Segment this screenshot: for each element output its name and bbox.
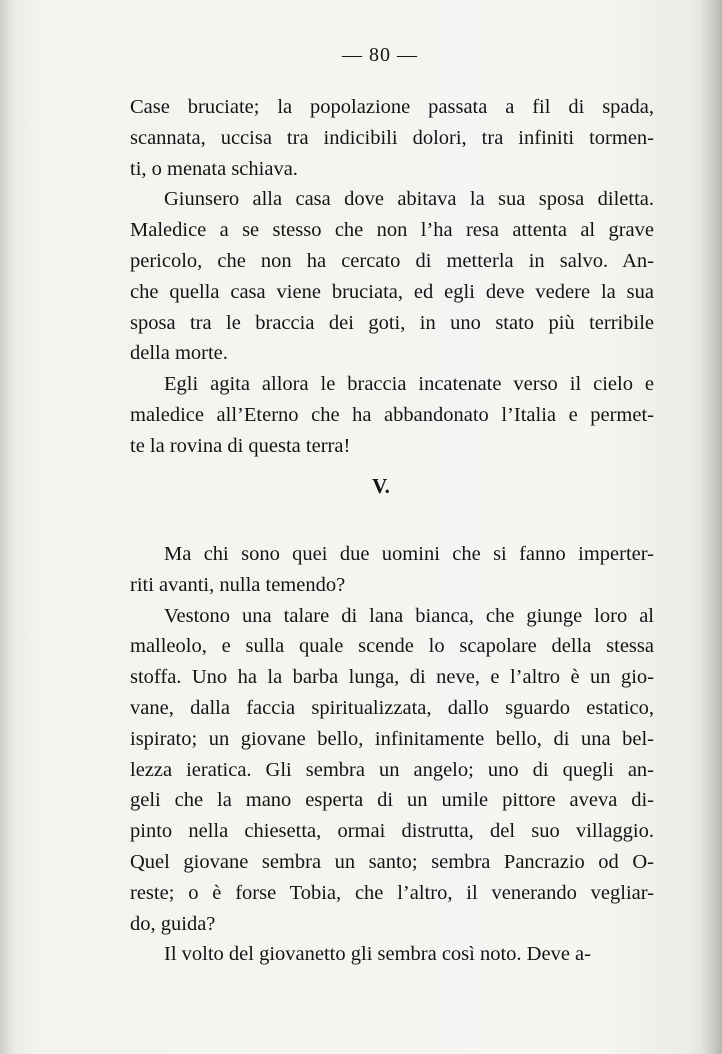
text-line: pericolo, che non ha cercato di metterla in salvo. An-: [130, 249, 654, 272]
text-line: vane, dalla faccia spiritualizzata, dallo sguardo estatico,: [130, 696, 654, 719]
page-binding-shadow: [700, 0, 722, 1054]
text-line: che quella casa viene bruciata, ed egli deve vedere la sua: [130, 280, 654, 303]
text-line: do, guida?: [130, 912, 216, 935]
text-line: malleolo, e sulla quale scende lo scapolare della stessa: [130, 635, 654, 658]
text-line: maledice all’Eterno che ha abbandonato l’Italia e permet-: [130, 403, 654, 426]
text-line: Quel giovane sembra un santo; sembra Pancrazio od O-: [130, 850, 654, 873]
text-line: pinto nella chiesetta, ormai distrutta, del suo villaggio.: [130, 820, 654, 843]
text-line: riti avanti, nulla temendo?: [130, 573, 346, 596]
page-left-shadow: [0, 0, 14, 1054]
text-line: lezza ieratica. Gli sembra un angelo; uno di quegli an-: [130, 758, 654, 781]
paragraphs-after-section: [130, 539, 654, 970]
text-line: geli che la mano esperta di un umile pittore aveva di-: [130, 789, 654, 812]
text-line: scannata, uccisa tra indicibili dolori, tra infiniti tormen-: [130, 126, 654, 149]
text-line: Case bruciate; la popolazione passata a fil di spada,: [130, 96, 654, 118]
section-heading: V.: [372, 474, 390, 498]
text-line: reste; o è forse Tobia, che l’altro, il venerando vegliar-: [130, 881, 654, 904]
text-line: ispirato; un giovane bello, infinitamente bello, di una bel-: [130, 727, 654, 750]
text-line: sposa tra le braccia dei goti, in uno stato più terribile: [130, 311, 654, 334]
text-line: della morte.: [130, 342, 228, 365]
text-line: Giunsero alla casa dove abitava la sua sposa diletta.: [164, 188, 654, 211]
text-line: te la rovina di questa terra!: [130, 434, 351, 457]
text-line: Il volto del giovanetto gli sembra così noto. Deve a-: [164, 943, 591, 966]
text-line: stoffa. Uno ha la barba lunga, di neve, e l’altro è un gio-: [130, 666, 654, 689]
text-line: Vestono una talare di lana bianca, che giunge loro al: [164, 604, 654, 627]
paragraphs-before-section: [130, 92, 654, 462]
text-line: ti, o menata schiava.: [130, 157, 298, 180]
text-line: Egli agita allora le braccia incatenate verso il cielo e: [164, 373, 654, 396]
text-line: Ma chi sono quei due uomini che si fanno imperter-: [164, 543, 654, 565]
text-line: Maledice a se stesso che non l’ha resa attenta al grave: [130, 219, 654, 242]
page-number: — 80 —: [342, 44, 418, 66]
